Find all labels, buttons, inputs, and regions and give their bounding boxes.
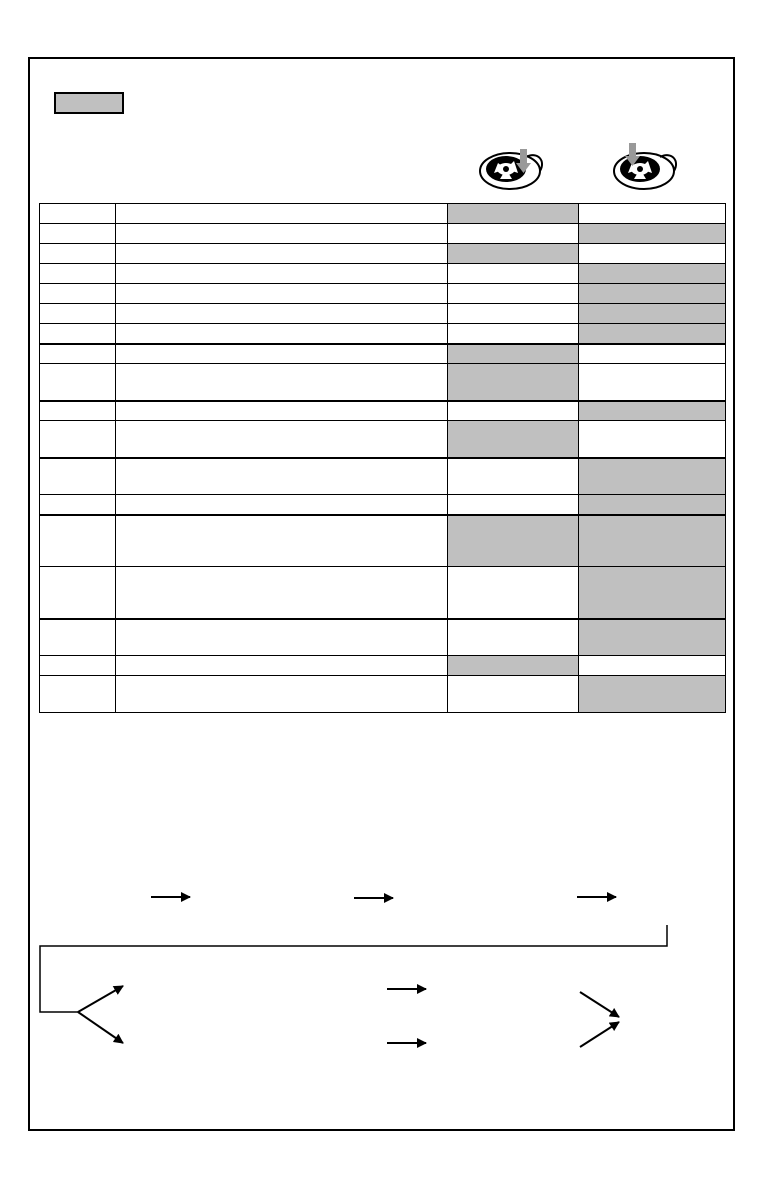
merge-arrow-top [580,992,619,1017]
branch-arrow-up [78,986,123,1012]
merge-arrow-bottom [580,1022,619,1047]
return-connector [40,925,667,1012]
branch-arrow-down [78,1012,123,1043]
